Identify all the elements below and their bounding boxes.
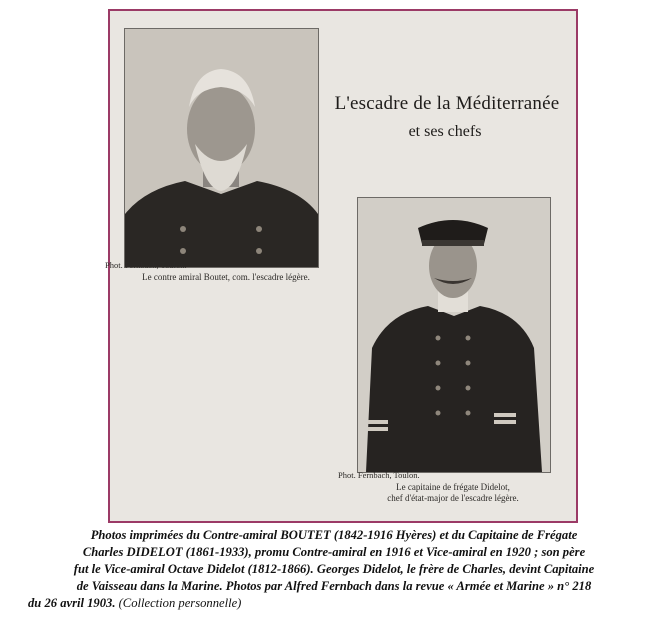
photo-caption-right-line2: chef d'état-major de l'escadre légère. [387, 493, 519, 503]
caption-line-2: Charles DIDELOT (1861-1933), promu Contre-amiral en 1916 et Vice-amiral en 1920 ; son père [82, 545, 586, 559]
article-headline: L'escadre de la Méditerranée [334, 93, 560, 114]
portrait-photo-didelot [357, 197, 551, 473]
photo-credit-left: Phot. Fernbach, Toulon. [105, 260, 187, 270]
caption-line-5 [14, 595, 654, 612]
article-subheadline: et ses chefs [408, 123, 482, 140]
caption-line-3: fut le Vice-amiral Octave Didelot (1812-1866). Georges Didelot, le frère de Charles, devint Capitaine [73, 562, 595, 576]
figure-caption [14, 527, 654, 612]
caption-collection-note: (Collection personnelle) [115, 596, 242, 610]
caption-line-1: Photos imprimées du Contre-amiral BOUTET (1842-1916 Hyères) et du Capitaine de Frégate [90, 528, 578, 542]
caption-line-4: de Vaisseau dans la Marine. Photos par Alfred Fernbach dans la revue « Armée et Marine » n° 218 [76, 579, 592, 593]
caption-date: du 26 avril 1903. [28, 596, 116, 610]
portrait-photo-boutet [124, 28, 319, 268]
photo-caption-right [344, 482, 562, 504]
photo-caption-left: Le contre amiral Boutet, com. l'escadre légère. [142, 272, 310, 282]
photo-caption-right-line1: Le capitaine de frégate Didelot, [396, 482, 510, 492]
photo-credit-right: Phot. Fernbach, Toulon. [338, 470, 420, 480]
